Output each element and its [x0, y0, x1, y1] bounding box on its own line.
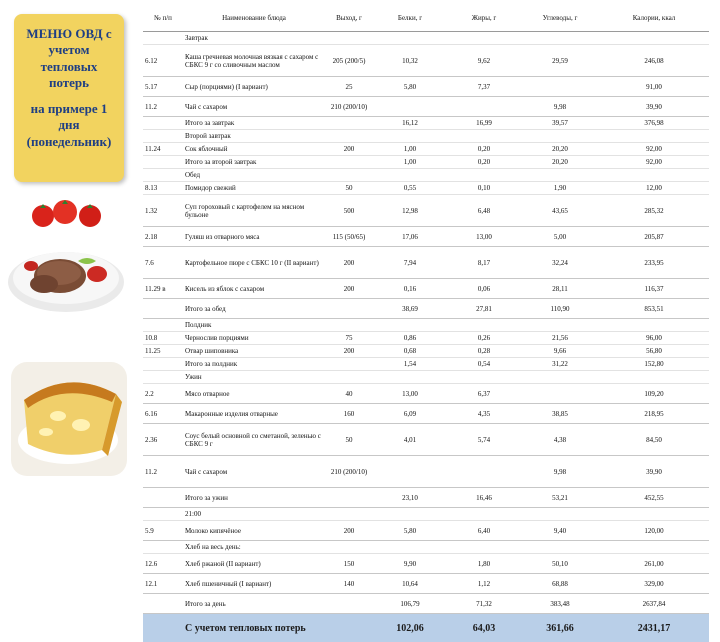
table-header — [143, 5, 709, 32]
cell-carbs: 68,88 — [521, 574, 599, 594]
cell-carbs — [521, 77, 599, 97]
cell-yield: 200 — [325, 143, 373, 156]
cell-protein — [373, 371, 447, 384]
cell-fat: 0,28 — [447, 345, 521, 358]
cell-carbs: 9,40 — [521, 521, 599, 541]
cell-carbs: 38,85 — [521, 404, 599, 424]
table-row — [143, 45, 709, 77]
cell-code: 10.8 — [143, 332, 183, 345]
cell-yield: 115 (50/65) — [325, 227, 373, 247]
cell-yield — [325, 319, 373, 332]
table-row — [143, 97, 709, 117]
menu-table — [143, 5, 709, 642]
cell-name: Сок яблочный — [183, 143, 325, 156]
cell-yield: 200 — [325, 279, 373, 299]
cell-calories: 39,90 — [599, 97, 709, 117]
cell-code — [143, 319, 183, 332]
cell-fat — [447, 541, 521, 554]
cell-code: 11.2 — [143, 456, 183, 488]
cell-fat: 0,10 — [447, 182, 521, 195]
cell-protein: 0,16 — [373, 279, 447, 299]
cell-name: 21:00 — [183, 508, 325, 521]
cell-protein: 12,98 — [373, 195, 447, 227]
cell-name: Картофельное пюре с СБКС 10 г (II вариант) — [183, 247, 325, 279]
table-row — [143, 117, 709, 130]
cell-carbs: 110,90 — [521, 299, 599, 319]
final-name: С учетом тепловых потерь — [183, 614, 325, 642]
cell-code — [143, 508, 183, 521]
cell-carbs: 21,56 — [521, 332, 599, 345]
cell-calories — [599, 508, 709, 521]
cell-name: Макаронные изделия отварные — [183, 404, 325, 424]
cell-carbs: 4,38 — [521, 424, 599, 456]
cell-code — [143, 358, 183, 371]
cell-name: Отвар шиповника — [183, 345, 325, 358]
cell-yield — [325, 371, 373, 384]
cell-yield — [325, 169, 373, 182]
cell-carbs: 31,22 — [521, 358, 599, 371]
table-row — [143, 319, 709, 332]
header-carbs: Углеводы, г — [521, 5, 599, 32]
cell-name: Итого за день — [183, 594, 325, 614]
table-row — [143, 247, 709, 279]
cell-fat: 27,81 — [447, 299, 521, 319]
cell-fat: 9,62 — [447, 45, 521, 77]
cell-protein — [373, 541, 447, 554]
cell-code — [143, 130, 183, 143]
cell-fat — [447, 97, 521, 117]
cell-name: Завтрак — [183, 32, 325, 45]
cell-carbs: 9,66 — [521, 345, 599, 358]
cell-fat — [447, 508, 521, 521]
header-name: Наименование блюда — [183, 5, 325, 32]
cell-name: Соус белый основной со сметаной, зеленью с СБКС 9 г — [183, 424, 325, 456]
cell-protein — [373, 32, 447, 45]
table-row — [143, 508, 709, 521]
cell-carbs: 53,21 — [521, 488, 599, 508]
cell-carbs: 28,11 — [521, 279, 599, 299]
cell-fat: 6,48 — [447, 195, 521, 227]
cell-code — [143, 594, 183, 614]
cell-name: Кисель из яблок с сахаром — [183, 279, 325, 299]
cell-calories — [599, 319, 709, 332]
cell-code: 6.12 — [143, 45, 183, 77]
cell-code: 12.1 — [143, 574, 183, 594]
cell-yield — [325, 508, 373, 521]
table-row — [143, 424, 709, 456]
header-fat: Жиры, г — [447, 5, 521, 32]
cell-calories — [599, 371, 709, 384]
header-yield: Выход, г — [325, 5, 373, 32]
cell-protein: 7,94 — [373, 247, 447, 279]
cell-protein — [373, 508, 447, 521]
cell-name: Суп гороховый с картофелем на мясном бульоне — [183, 195, 325, 227]
cell-protein: 1,00 — [373, 143, 447, 156]
cell-name: Итого за полдник — [183, 358, 325, 371]
table-row — [143, 156, 709, 169]
table-row — [143, 384, 709, 404]
cell-code: 11.2 — [143, 97, 183, 117]
food-photo-casserole — [8, 358, 130, 480]
cell-fat: 0,20 — [447, 143, 521, 156]
cell-protein: 6,09 — [373, 404, 447, 424]
cell-calories: 853,51 — [599, 299, 709, 319]
cell-yield — [325, 299, 373, 319]
cell-name: Второй завтрак — [183, 130, 325, 143]
table-row — [143, 32, 709, 45]
cell-protein: 38,69 — [373, 299, 447, 319]
cell-protein: 5,80 — [373, 521, 447, 541]
cell-fat: 16,99 — [447, 117, 521, 130]
cell-name: Хлеб ржаной (II вариант) — [183, 554, 325, 574]
cell-carbs: 43,65 — [521, 195, 599, 227]
cell-calories: 91,00 — [599, 77, 709, 97]
cell-calories — [599, 32, 709, 45]
cell-fat: 0,54 — [447, 358, 521, 371]
table-row — [143, 195, 709, 227]
table-row — [143, 182, 709, 195]
cell-fat: 6,37 — [447, 384, 521, 404]
cell-carbs: 39,57 — [521, 117, 599, 130]
cell-calories: 39,90 — [599, 456, 709, 488]
cell-code: 11.29 в — [143, 279, 183, 299]
cell-protein: 23,10 — [373, 488, 447, 508]
cell-fat: 7,37 — [447, 77, 521, 97]
cell-carbs — [521, 169, 599, 182]
table-row — [143, 594, 709, 614]
cell-code: 11.25 — [143, 345, 183, 358]
cell-protein: 0,86 — [373, 332, 447, 345]
cell-calories: 261,00 — [599, 554, 709, 574]
cell-name: Молоко кипячёное — [183, 521, 325, 541]
cell-calories — [599, 169, 709, 182]
cell-yield: 210 (200/10) — [325, 456, 373, 488]
cell-carbs — [521, 508, 599, 521]
final-carbs: 361,66 — [521, 614, 599, 642]
cell-calories: 96,00 — [599, 332, 709, 345]
cell-protein: 13,00 — [373, 384, 447, 404]
table-row — [143, 554, 709, 574]
cell-code: 7.6 — [143, 247, 183, 279]
cell-name: Полдник — [183, 319, 325, 332]
cell-yield: 25 — [325, 77, 373, 97]
cell-fat: 6,40 — [447, 521, 521, 541]
cell-carbs: 383,48 — [521, 594, 599, 614]
cell-code — [143, 169, 183, 182]
cell-fat: 13,00 — [447, 227, 521, 247]
cell-fat — [447, 319, 521, 332]
cell-calories: 329,00 — [599, 574, 709, 594]
cell-code: 6.16 — [143, 404, 183, 424]
cell-code — [143, 371, 183, 384]
cell-name: Хлеб на весь день: — [183, 541, 325, 554]
table-row — [143, 345, 709, 358]
final-fat: 64,03 — [447, 614, 521, 642]
cell-carbs: 1,90 — [521, 182, 599, 195]
cell-protein: 4,01 — [373, 424, 447, 456]
cell-calories: 2637,84 — [599, 594, 709, 614]
final-code — [143, 614, 183, 642]
cell-protein — [373, 169, 447, 182]
cell-calories: 56,80 — [599, 345, 709, 358]
cell-carbs: 29,59 — [521, 45, 599, 77]
cell-yield — [325, 156, 373, 169]
menu-title-card — [14, 14, 124, 182]
cell-fat — [447, 130, 521, 143]
cell-yield — [325, 358, 373, 371]
cell-code: 2.36 — [143, 424, 183, 456]
table-row — [143, 456, 709, 488]
menu-table-container — [143, 5, 709, 642]
cell-yield — [325, 117, 373, 130]
cell-yield: 140 — [325, 574, 373, 594]
final-calories: 2431,17 — [599, 614, 709, 642]
cell-fat: 1,80 — [447, 554, 521, 574]
cell-protein: 10,64 — [373, 574, 447, 594]
header-protein: Белки, г — [373, 5, 447, 32]
cell-yield: 50 — [325, 424, 373, 456]
table-row — [143, 299, 709, 319]
cell-carbs — [521, 130, 599, 143]
cell-calories: 152,80 — [599, 358, 709, 371]
cell-yield: 210 (200/10) — [325, 97, 373, 117]
table-row — [143, 130, 709, 143]
cell-yield: 205 (200/5) — [325, 45, 373, 77]
cell-carbs — [521, 319, 599, 332]
cell-calories: 246,08 — [599, 45, 709, 77]
table-row — [143, 227, 709, 247]
food-photo-meat-with-vegetables — [6, 198, 126, 320]
cell-code: 5.9 — [143, 521, 183, 541]
cell-yield: 75 — [325, 332, 373, 345]
cell-fat — [447, 169, 521, 182]
cell-calories: 376,98 — [599, 117, 709, 130]
cell-protein: 106,79 — [373, 594, 447, 614]
table-row — [143, 541, 709, 554]
cell-calories: 452,55 — [599, 488, 709, 508]
cell-calories: 205,87 — [599, 227, 709, 247]
table-row — [143, 332, 709, 345]
cell-protein: 9,90 — [373, 554, 447, 574]
cell-name: Итого за ужин — [183, 488, 325, 508]
cell-fat: 1,12 — [447, 574, 521, 594]
table-row — [143, 358, 709, 371]
table-row — [143, 521, 709, 541]
cell-carbs: 32,24 — [521, 247, 599, 279]
cell-calories: 84,50 — [599, 424, 709, 456]
cell-calories — [599, 130, 709, 143]
cell-protein: 17,06 — [373, 227, 447, 247]
cell-protein: 1,00 — [373, 156, 447, 169]
cell-code — [143, 488, 183, 508]
table-row — [143, 488, 709, 508]
table-row — [143, 143, 709, 156]
left-column — [0, 0, 140, 540]
cell-name: Итого за второй завтрак — [183, 156, 325, 169]
cell-carbs — [521, 384, 599, 404]
table-row — [143, 77, 709, 97]
cell-calories: 92,00 — [599, 156, 709, 169]
cell-yield — [325, 594, 373, 614]
cell-code: 2.2 — [143, 384, 183, 404]
cell-carbs: 5,00 — [521, 227, 599, 247]
cell-calories: 12,00 — [599, 182, 709, 195]
cell-name: Помидор свежий — [183, 182, 325, 195]
cell-carbs — [521, 371, 599, 384]
cell-code: 12.6 — [143, 554, 183, 574]
cell-yield — [325, 32, 373, 45]
cell-yield: 50 — [325, 182, 373, 195]
cell-yield: 500 — [325, 195, 373, 227]
cell-code — [143, 32, 183, 45]
cell-code — [143, 299, 183, 319]
cell-fat: 0,26 — [447, 332, 521, 345]
cell-calories: 218,95 — [599, 404, 709, 424]
cell-protein — [373, 130, 447, 143]
cell-carbs: 9,98 — [521, 97, 599, 117]
cell-name: Чай с сахаром — [183, 97, 325, 117]
cell-name: Итого за завтрак — [183, 117, 325, 130]
menu-title: МЕНЮ ОВД с учетом тепловых потерь — [20, 26, 118, 91]
cell-carbs: 50,10 — [521, 554, 599, 574]
cell-name: Чай с сахаром — [183, 456, 325, 488]
cell-fat — [447, 32, 521, 45]
cell-yield: 200 — [325, 345, 373, 358]
cell-protein: 0,55 — [373, 182, 447, 195]
cell-calories: 116,37 — [599, 279, 709, 299]
cell-yield — [325, 541, 373, 554]
cell-code: 8.13 — [143, 182, 183, 195]
cell-protein: 0,68 — [373, 345, 447, 358]
cell-yield: 200 — [325, 521, 373, 541]
cell-yield: 40 — [325, 384, 373, 404]
header-code: № п/п — [143, 5, 183, 32]
cell-code — [143, 156, 183, 169]
cell-name: Ужин — [183, 371, 325, 384]
cell-yield: 160 — [325, 404, 373, 424]
cell-name: Гуляш из отварного мяса — [183, 227, 325, 247]
cell-code — [143, 117, 183, 130]
cell-protein: 10,32 — [373, 45, 447, 77]
cell-yield — [325, 130, 373, 143]
cell-fat: 16,46 — [447, 488, 521, 508]
cell-fat: 4,35 — [447, 404, 521, 424]
cell-name: Чернослив порциями — [183, 332, 325, 345]
final-protein: 102,06 — [373, 614, 447, 642]
cell-name: Каша гречневая молочная вязкая с сахаром с СБКС 9 г со сливочным маслом — [183, 45, 325, 77]
cell-yield: 150 — [325, 554, 373, 574]
cell-code: 5.17 — [143, 77, 183, 97]
cell-fat: 5,74 — [447, 424, 521, 456]
cell-calories: 109,20 — [599, 384, 709, 404]
cell-protein: 1,54 — [373, 358, 447, 371]
cell-calories: 233,95 — [599, 247, 709, 279]
cell-calories — [599, 541, 709, 554]
cell-calories: 120,00 — [599, 521, 709, 541]
cell-fat: 8,17 — [447, 247, 521, 279]
table-row — [143, 574, 709, 594]
cell-name: Сыр (порциями) (I вариант) — [183, 77, 325, 97]
cell-fat: 0,06 — [447, 279, 521, 299]
cell-code — [143, 541, 183, 554]
cell-fat: 0,20 — [447, 156, 521, 169]
table-row — [143, 404, 709, 424]
cell-calories: 285,32 — [599, 195, 709, 227]
cell-code: 1.32 — [143, 195, 183, 227]
cell-protein — [373, 456, 447, 488]
menu-subtitle: на примере 1 дня (понедельник) — [20, 101, 118, 150]
cell-fat: 71,32 — [447, 594, 521, 614]
cell-protein: 16,12 — [373, 117, 447, 130]
header-calories: Калории, ккал — [599, 5, 709, 32]
cell-protein — [373, 97, 447, 117]
cell-name: Обед — [183, 169, 325, 182]
cell-name: Мясо отварное — [183, 384, 325, 404]
cell-carbs — [521, 541, 599, 554]
table-row — [143, 371, 709, 384]
cell-carbs — [521, 32, 599, 45]
cell-code: 2.18 — [143, 227, 183, 247]
cell-carbs: 9,98 — [521, 456, 599, 488]
cell-name: Итого за обед — [183, 299, 325, 319]
cell-protein: 5,80 — [373, 77, 447, 97]
cell-code: 11.24 — [143, 143, 183, 156]
cell-fat — [447, 456, 521, 488]
cell-protein — [373, 319, 447, 332]
cell-calories: 92,00 — [599, 143, 709, 156]
cell-carbs: 20,20 — [521, 156, 599, 169]
cell-yield — [325, 488, 373, 508]
final-total-row — [143, 614, 709, 642]
cell-carbs: 20,20 — [521, 143, 599, 156]
cell-name: Хлеб пшеничный (I вариант) — [183, 574, 325, 594]
table-row — [143, 169, 709, 182]
cell-yield: 200 — [325, 247, 373, 279]
final-yield — [325, 614, 373, 642]
table-row — [143, 279, 709, 299]
cell-fat — [447, 371, 521, 384]
